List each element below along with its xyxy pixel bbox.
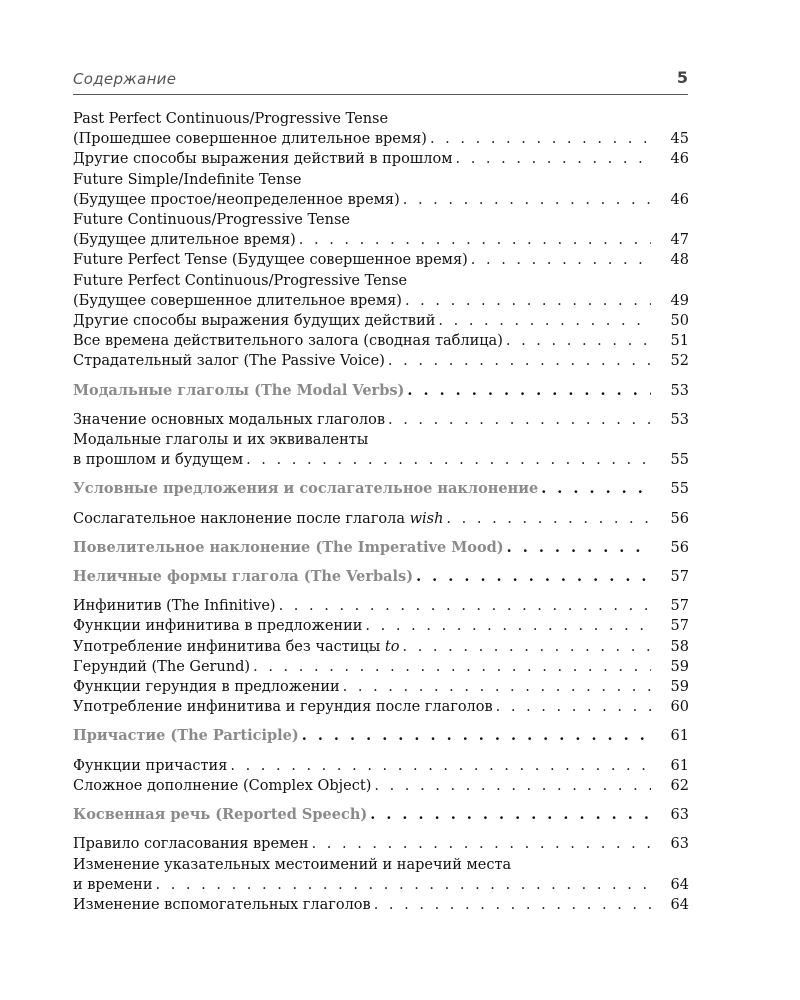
toc-entry-line1: Past Perfect Continuous/Progressive Tense bbox=[73, 111, 389, 127]
toc-entry-row bbox=[73, 311, 689, 331]
dot-leader bbox=[388, 351, 651, 371]
toc-section-heading bbox=[73, 538, 689, 558]
toc-page-number: 50 bbox=[670, 313, 689, 330]
header-page-number: 5 bbox=[676, 68, 688, 87]
toc-entry-label bbox=[73, 677, 340, 697]
toc-entry-label-text: Употребление инфинитива и герундия после глаголов bbox=[73, 699, 493, 716]
toc-entry-label-text: Употребление инфинитива без частицы bbox=[73, 638, 381, 655]
dot-leader bbox=[246, 450, 651, 470]
table-of-contents bbox=[73, 109, 689, 915]
toc-entry-row bbox=[73, 410, 689, 430]
toc-entry-row bbox=[73, 381, 689, 401]
toc-page-number: 52 bbox=[670, 353, 689, 370]
toc-entry-label bbox=[73, 657, 250, 677]
toc-entry-label bbox=[73, 351, 385, 371]
toc-entry bbox=[73, 855, 689, 895]
toc-entry-label-text: Другие способы выражения будущих действий bbox=[73, 313, 436, 330]
toc-page-number: 56 bbox=[670, 539, 689, 556]
toc-entry-label bbox=[73, 230, 296, 250]
dot-leader bbox=[279, 596, 651, 616]
toc-entry-label bbox=[73, 250, 468, 270]
toc-entry-row bbox=[73, 450, 689, 470]
dot-leader bbox=[496, 697, 651, 717]
toc-entry-label-text: Правило согласования времен bbox=[73, 836, 309, 853]
toc-entry bbox=[73, 271, 689, 311]
toc-entry-row bbox=[73, 479, 689, 499]
toc-entry bbox=[73, 596, 689, 616]
toc-entry-label bbox=[73, 875, 153, 895]
toc-entry bbox=[73, 616, 689, 636]
dot-leader bbox=[507, 538, 651, 558]
toc-entry-label-text: Косвенная речь (Reported Speech) bbox=[73, 806, 368, 824]
toc-entry-label-italic: wish bbox=[409, 510, 444, 527]
toc-entry-row bbox=[73, 149, 689, 169]
toc-entry-line1: Модальные глаголы и их эквиваленты bbox=[73, 432, 369, 449]
dot-leader bbox=[374, 776, 651, 796]
dot-leader bbox=[374, 895, 651, 915]
toc-page-number: 57 bbox=[670, 569, 689, 586]
toc-entry bbox=[73, 776, 689, 796]
toc-entry-label bbox=[73, 637, 399, 657]
dot-leader bbox=[302, 726, 651, 746]
toc-entry-label-text: Повелительное наклонение (The Imperative Mood) bbox=[73, 538, 504, 556]
dot-leader bbox=[446, 509, 651, 529]
toc-entry-row bbox=[73, 567, 689, 587]
dot-leader bbox=[430, 129, 651, 149]
toc-page-number: 49 bbox=[670, 292, 689, 309]
toc-entry-row bbox=[73, 805, 689, 825]
toc-page-number: 55 bbox=[670, 452, 689, 469]
dot-leader bbox=[312, 834, 651, 854]
toc-entry-label-text: (Прошедшее совершенное длительное время) bbox=[73, 131, 427, 148]
toc-entry-label bbox=[73, 479, 538, 499]
toc-entry-label-text: (Будущее простое/неопределенное время) bbox=[73, 191, 400, 208]
toc-entry-label-text: Все времена действительного залога (сводная таблица) bbox=[73, 333, 503, 350]
toc-entry-label-text: Изменение вспомогательных глаголов bbox=[73, 896, 371, 913]
toc-page-number: 64 bbox=[670, 896, 689, 913]
toc-entry bbox=[73, 331, 689, 351]
toc-page-number: 56 bbox=[670, 510, 689, 527]
dot-leader bbox=[299, 230, 651, 250]
toc-entry bbox=[73, 170, 689, 210]
toc-section-heading bbox=[73, 726, 689, 746]
toc-entry-label bbox=[73, 291, 402, 311]
toc-entry bbox=[73, 430, 689, 470]
toc-entry-label bbox=[73, 834, 309, 854]
toc-entry-line1: Изменение указательных местоимений и наречий места bbox=[73, 856, 512, 873]
toc-entry bbox=[73, 351, 689, 371]
toc-page-number: 59 bbox=[670, 658, 689, 675]
dot-leader bbox=[370, 805, 651, 825]
toc-page-number: 46 bbox=[670, 151, 689, 168]
toc-page-number: 63 bbox=[670, 836, 689, 853]
toc-entry-row bbox=[73, 538, 689, 558]
toc-entry bbox=[73, 637, 689, 657]
toc-entry-label-text: Причастие (The Participle) bbox=[73, 727, 299, 745]
dot-leader bbox=[506, 331, 651, 351]
toc-page-number: 46 bbox=[670, 191, 689, 208]
toc-entry-label-text: Сослагательное наклонение после глагола bbox=[73, 510, 405, 527]
toc-entry-label-text: в прошлом и будущем bbox=[73, 452, 244, 469]
toc-entry-label bbox=[73, 697, 493, 717]
toc-page-number: 51 bbox=[670, 333, 689, 350]
toc-entry-label bbox=[73, 190, 400, 210]
toc-entry-label bbox=[73, 895, 371, 915]
toc-entry bbox=[73, 677, 689, 697]
toc-entry-line1: Future Simple/Indefinite Tense bbox=[73, 171, 302, 188]
toc-entry-label bbox=[73, 509, 443, 529]
dot-leader bbox=[416, 567, 651, 587]
toc-page-number: 63 bbox=[670, 807, 689, 824]
toc-entry-label-text: Функции инфинитива в предложении bbox=[73, 618, 363, 635]
dot-leader bbox=[230, 756, 651, 776]
toc-entry-label-text: Значение основных модальных глаголов bbox=[73, 411, 385, 428]
toc-entry-row bbox=[73, 596, 689, 616]
toc-entry-label-text: Другие способы выражения действий в прошлом bbox=[73, 151, 453, 168]
toc-entry-row bbox=[73, 351, 689, 371]
toc-entry-label bbox=[73, 726, 299, 746]
dot-leader bbox=[253, 657, 651, 677]
toc-entry-label-text: Инфинитив (The Infinitive) bbox=[73, 598, 276, 615]
toc-entry-row bbox=[73, 291, 689, 311]
dot-leader bbox=[343, 677, 651, 697]
toc-entry-row bbox=[73, 250, 689, 270]
toc-entry-label bbox=[73, 381, 404, 401]
toc-entry-line1: Future Continuous/Progressive Tense bbox=[73, 212, 350, 229]
toc-section-heading bbox=[73, 381, 689, 401]
toc-entry-row bbox=[73, 637, 689, 657]
toc-entry-row bbox=[73, 895, 689, 915]
toc-entry-row bbox=[73, 677, 689, 697]
toc-entry-label bbox=[73, 331, 503, 351]
dot-leader bbox=[403, 190, 651, 210]
dot-leader bbox=[156, 875, 652, 895]
toc-entry-label-text: Сложное дополнение (Complex Object) bbox=[73, 777, 372, 794]
toc-page-number: 48 bbox=[670, 252, 689, 269]
toc-entry bbox=[73, 895, 689, 915]
dot-leader bbox=[541, 479, 651, 499]
toc-page-number: 53 bbox=[670, 411, 689, 428]
toc-entry-row bbox=[73, 726, 689, 746]
toc-entry-row bbox=[73, 776, 689, 796]
toc-entry-row bbox=[73, 657, 689, 677]
toc-page-number: 61 bbox=[670, 728, 689, 745]
toc-entry-label-text: Функции причастия bbox=[73, 757, 228, 774]
toc-page-number: 62 bbox=[670, 777, 689, 794]
dot-leader bbox=[407, 381, 651, 401]
toc-entry-label-text: Герундий (The Gerund) bbox=[73, 658, 251, 675]
toc-entry-row bbox=[73, 875, 689, 895]
toc-entry-label-text: и времени bbox=[73, 876, 153, 893]
toc-entry-row bbox=[73, 616, 689, 636]
toc-page-number: 53 bbox=[670, 382, 689, 399]
toc-entry-label bbox=[73, 129, 427, 149]
toc-entry-label-text: Страдательный залог (The Passive Voice) bbox=[73, 353, 385, 370]
toc-page-number: 59 bbox=[670, 679, 689, 696]
toc-page-number: 61 bbox=[670, 757, 689, 774]
toc-entry bbox=[73, 109, 689, 149]
toc-entry-row bbox=[73, 331, 689, 351]
toc-page-number: 45 bbox=[670, 131, 689, 148]
toc-entry-label-text: (Будущее совершенное длительное время) bbox=[73, 292, 402, 309]
toc-section-heading bbox=[73, 805, 689, 825]
dot-leader bbox=[438, 311, 651, 331]
toc-entry-label bbox=[73, 805, 367, 825]
toc-entry bbox=[73, 756, 689, 776]
toc-section-heading bbox=[73, 479, 689, 499]
dot-leader bbox=[456, 149, 652, 169]
toc-entry-row bbox=[73, 834, 689, 854]
dot-leader bbox=[365, 616, 651, 636]
toc-entry-label bbox=[73, 450, 243, 470]
toc-page-number: 57 bbox=[670, 618, 689, 635]
toc-entry-label bbox=[73, 410, 385, 430]
toc-entry-label bbox=[73, 149, 453, 169]
toc-page-number: 55 bbox=[670, 481, 689, 498]
toc-entry-label-text: Условные предложения и сослагательное наклонение bbox=[73, 480, 539, 498]
toc-entry bbox=[73, 834, 689, 854]
toc-entry bbox=[73, 657, 689, 677]
toc-entry-label bbox=[73, 311, 435, 331]
toc-entry-row bbox=[73, 756, 689, 776]
toc-page-number: 64 bbox=[670, 876, 689, 893]
toc-entry-label-text: (Будущее длительное время) bbox=[73, 232, 296, 249]
toc-entry bbox=[73, 410, 689, 430]
dot-leader bbox=[402, 637, 651, 657]
header-title: Содержание bbox=[73, 70, 177, 88]
toc-entry-label-text: Функции герундия в предложении bbox=[73, 679, 340, 696]
toc-entry bbox=[73, 250, 689, 270]
toc-entry-label bbox=[73, 756, 227, 776]
toc-entry-label bbox=[73, 616, 362, 636]
toc-entry-label bbox=[73, 538, 504, 558]
toc-entry-label bbox=[73, 776, 371, 796]
toc-entry-label-text: Модальные глаголы (The Modal Verbs) bbox=[73, 381, 405, 399]
toc-entry bbox=[73, 210, 689, 250]
page-header bbox=[73, 70, 688, 95]
toc-entry bbox=[73, 697, 689, 717]
toc-entry-label-text: Future Perfect Tense (Будущее совершенное время) bbox=[73, 252, 468, 269]
toc-entry-row bbox=[73, 509, 689, 529]
toc-entry-row bbox=[73, 129, 689, 149]
dot-leader bbox=[388, 410, 651, 430]
toc-section-heading bbox=[73, 567, 689, 587]
toc-entry-line1: Future Perfect Continuous/Progressive Tense bbox=[73, 272, 408, 289]
toc-entry-row bbox=[73, 697, 689, 717]
toc-page-number: 58 bbox=[670, 638, 689, 655]
toc-entry-label-italic: to bbox=[384, 638, 400, 655]
toc-entry-row bbox=[73, 190, 689, 210]
dot-leader bbox=[405, 291, 651, 311]
toc-entry bbox=[73, 149, 689, 169]
toc-entry-row bbox=[73, 230, 689, 250]
dot-leader bbox=[471, 250, 651, 270]
toc-entry-label bbox=[73, 596, 276, 616]
toc-entry-label-text: Неличные формы глагола (The Verbals) bbox=[73, 568, 414, 586]
toc-entry bbox=[73, 509, 689, 529]
toc-page-number: 57 bbox=[670, 598, 689, 615]
toc-entry-label bbox=[73, 567, 413, 587]
toc-entry bbox=[73, 311, 689, 331]
toc-page-number: 47 bbox=[670, 232, 689, 249]
toc-page-number: 60 bbox=[670, 699, 689, 716]
